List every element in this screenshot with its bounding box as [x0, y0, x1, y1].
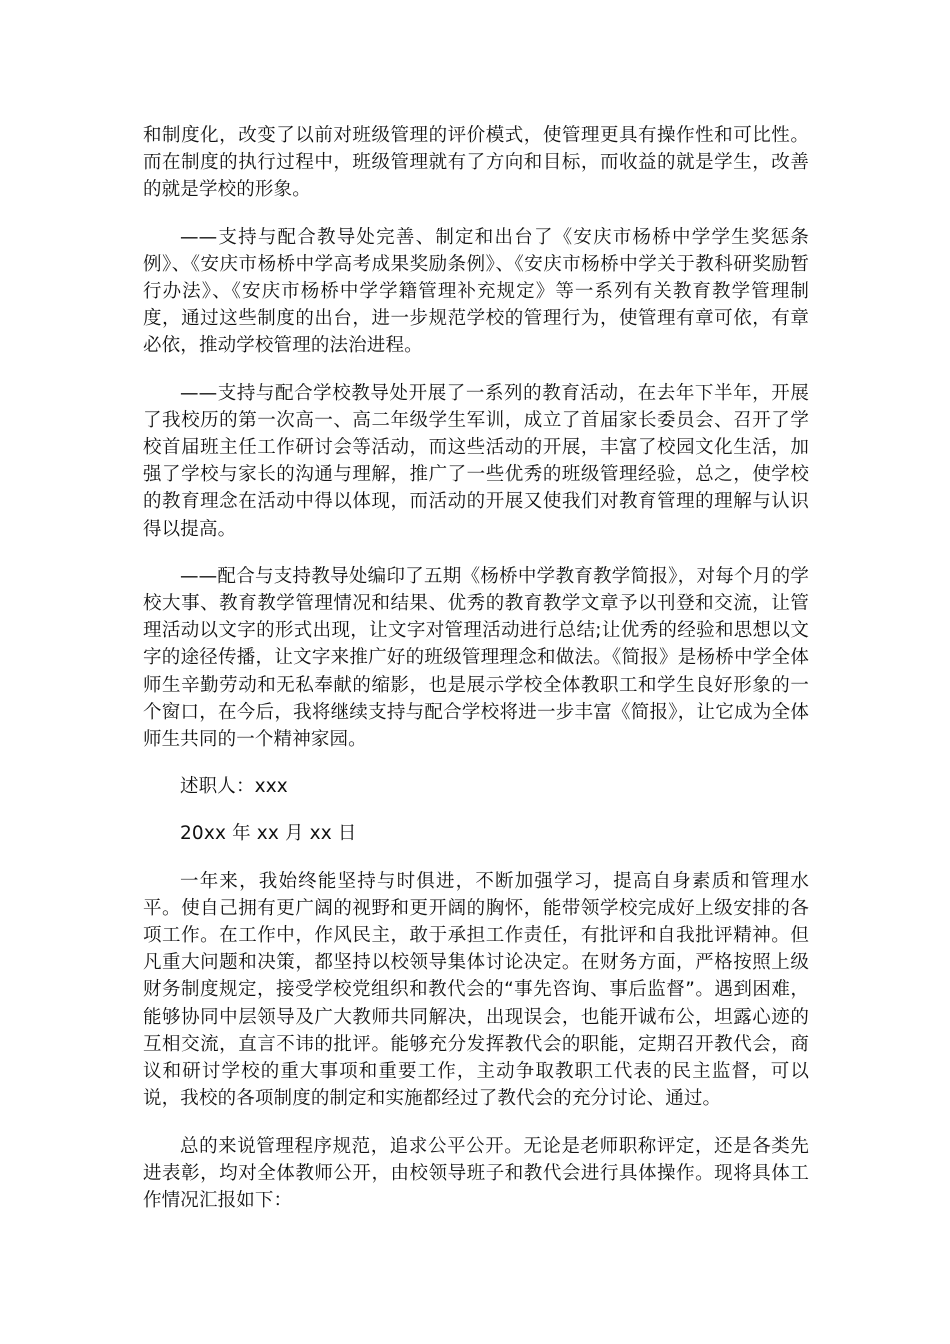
paragraph-summary: 总的来说管理程序规范，追求公平公开。无论是老师职称评定，还是各类先进表彰，均对全体教师公开，由校领导班子和教代会进行具体操作。现将具体工作情况汇报如下： — [143, 1135, 809, 1211]
paragraph-regulations: ——支持与配合教导处完善、制定和出台了《安庆市杨桥中学学生奖惩条例》、《安庆市杨桥中学高考成果奖励条例》、《安庆市杨桥中学关于教科研奖励暂行办法》、《安庆市杨桥中学学籍管理补充规定》等一系列有关教育教学管理制度，通过这些制度的出台，进一步规范学校的管理行为，使管理有章可依，有章必依，推动学校管理的法治进程。 — [143, 226, 809, 357]
paragraph-year-review: 一年来，我始终能坚持与时俱进，不断加强学习，提高自身素质和管理水平。使自己拥有更广阔的视野和更开阔的胸怀，能带领学校完成好上级安排的各项工作。在工作中，作风民主，敢于承担工作责任，有批评和自我批评精神。但凡重大问题和决策，都坚持以校领导集体讨论决定。在财务方面，严格按照上级财务制度规定，接受学校党组织和教代会的“事先咨询、事后监督”。遇到困难，能够协同中层领导及广大教师共同解决，出现误会，也能开诚布公，坦露心迹的互相交流，直言不讳的批评。能够充分发挥教代会的职能，定期召开教代会，商议和研讨学校的重大事项和重要工作，主动争取教职工代表的民主监督，可以说，我校的各项制度的制定和实施都经过了教代会的充分讨论、通过。 — [143, 870, 809, 1110]
signature-line: 述职人：xxx — [180, 776, 288, 798]
date-line: 20xx 年 xx 月 xx 日 — [180, 823, 357, 845]
document-page — [143, 122, 809, 1234]
paragraph-continuation: 和制度化，改变了以前对班级管理的评价模式，使管理更具有操作性和可比性。而在制度的执行过程中，班级管理就有了方向和目标，而收益的就是学生，改善的就是学校的形象。 — [143, 125, 809, 201]
paragraph-activities: ——支持与配合学校教导处开展了一系列的教育活动，在去年下半年，开展了我校历的第一次高一、高二年级学生军训，成立了首届家长委员会、召开了学校首届班主任工作研讨会等活动，而这些活动的开展，丰富了校园文化生活，加强了学校与家长的沟通与理解，推广了一些优秀的班级管理经验，总之，使学校的教育理念在活动中得以体现，而活动的开展又使我们对教育管理的理解与认识得以提高。 — [143, 382, 809, 540]
paragraph-bulletin: ——配合与支持教导处编印了五期《杨桥中学教育教学简报》，对每个月的学校大事、教育教学管理情况和结果、优秀的教育教学文章予以刊登和交流，让管理活动以文字的形式出现，让文字对管理活动进行总结;让优秀的经验和思想以文字的途径传播，让文字来推广好的班级管理理念和做法。《简报》是杨桥中学全体师生辛勤劳动和无私奉献的缩影，也是展示学校全体教职工和学生良好形象的一个窗口，在今后，我将继续支持与配合学校将进一步丰富《简报》，让它成为全体师生共同的一个精神家园。 — [143, 565, 809, 751]
